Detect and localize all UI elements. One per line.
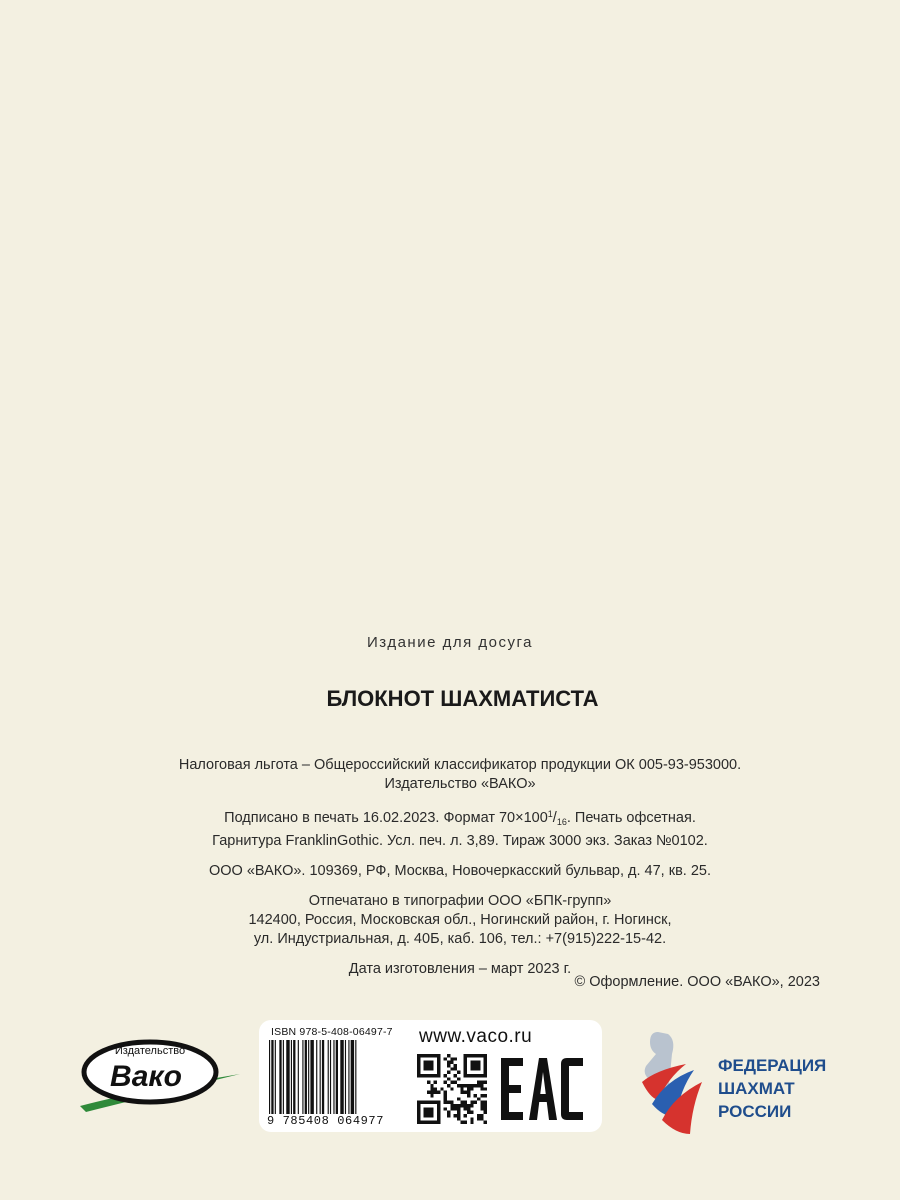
- printer-line-3: ул. Индустриальная, д. 40Б, каб. 106, тел.: +7(915)222-15-42.: [253, 931, 667, 947]
- signed-text: Подписано в печать 16.02.2023. Формат 70×100: [224, 810, 548, 826]
- tax-line: Налоговая льгота – Общероссийский классификатор продукции ОК 005-93-953000.: [178, 757, 742, 773]
- font-line: Гарнитура FranklinGothic. Усл. печ. л. 3,89. Тираж 3000 экз. Заказ №0102.: [212, 833, 708, 849]
- barcode-icon: [267, 1040, 403, 1114]
- eac-mark-icon: [499, 1054, 585, 1124]
- federation-line-2: ШАХМАТ: [718, 1079, 795, 1098]
- logo-small-text: Издательство: [114, 1045, 186, 1057]
- qr-code-icon: [417, 1054, 487, 1124]
- isbn: ISBN 978-5-408-06497-7: [271, 1026, 393, 1038]
- federation-line-1: ФЕДЕРАЦИЯ: [718, 1056, 827, 1075]
- website: www.vaco.ru: [419, 1026, 533, 1047]
- printer-line-2: 142400, Россия, Московская обл., Ногинский район, г. Ногинск,: [248, 912, 672, 928]
- signed-line: [120, 805, 800, 832]
- imprint-block: [120, 756, 800, 990]
- format-numerator: 1: [547, 809, 553, 819]
- format-denominator: 16: [556, 817, 567, 827]
- barcode-panel: [259, 1020, 602, 1132]
- printer-line-1: Отпечатано в типографии ООО «БПК-групп»: [308, 893, 612, 909]
- print-info: [120, 805, 800, 851]
- manufacture-date: Дата изготовления – март 2023 г.: [348, 961, 572, 977]
- logo-name: Вако: [110, 1060, 182, 1093]
- publisher-address: ООО «ВАКО». 109369, РФ, Москва, Новочеркасский бульвар, д. 47, кв. 25.: [209, 863, 711, 879]
- chess-federation-logo-icon: [628, 1024, 718, 1144]
- format-slash: /: [552, 810, 557, 826]
- federation-name: [718, 1054, 826, 1123]
- signed-text-end: . Печать офсетная.: [566, 810, 696, 826]
- barcode-digits: 9 785408 064977: [267, 1114, 385, 1128]
- tax-info: [120, 756, 800, 794]
- book-title: БЛОКНОТ ШАХМАТИСТА: [326, 686, 599, 711]
- copyright: © Оформление. ООО «ВАКО», 2023: [574, 974, 820, 990]
- printer-info: [120, 892, 800, 949]
- publisher-line: Издательство «ВАКО»: [384, 776, 536, 792]
- federation-line-3: РОССИИ: [718, 1102, 792, 1121]
- vako-publisher-logo: [72, 1028, 242, 1118]
- edition-type: Издание для досуга: [367, 634, 533, 651]
